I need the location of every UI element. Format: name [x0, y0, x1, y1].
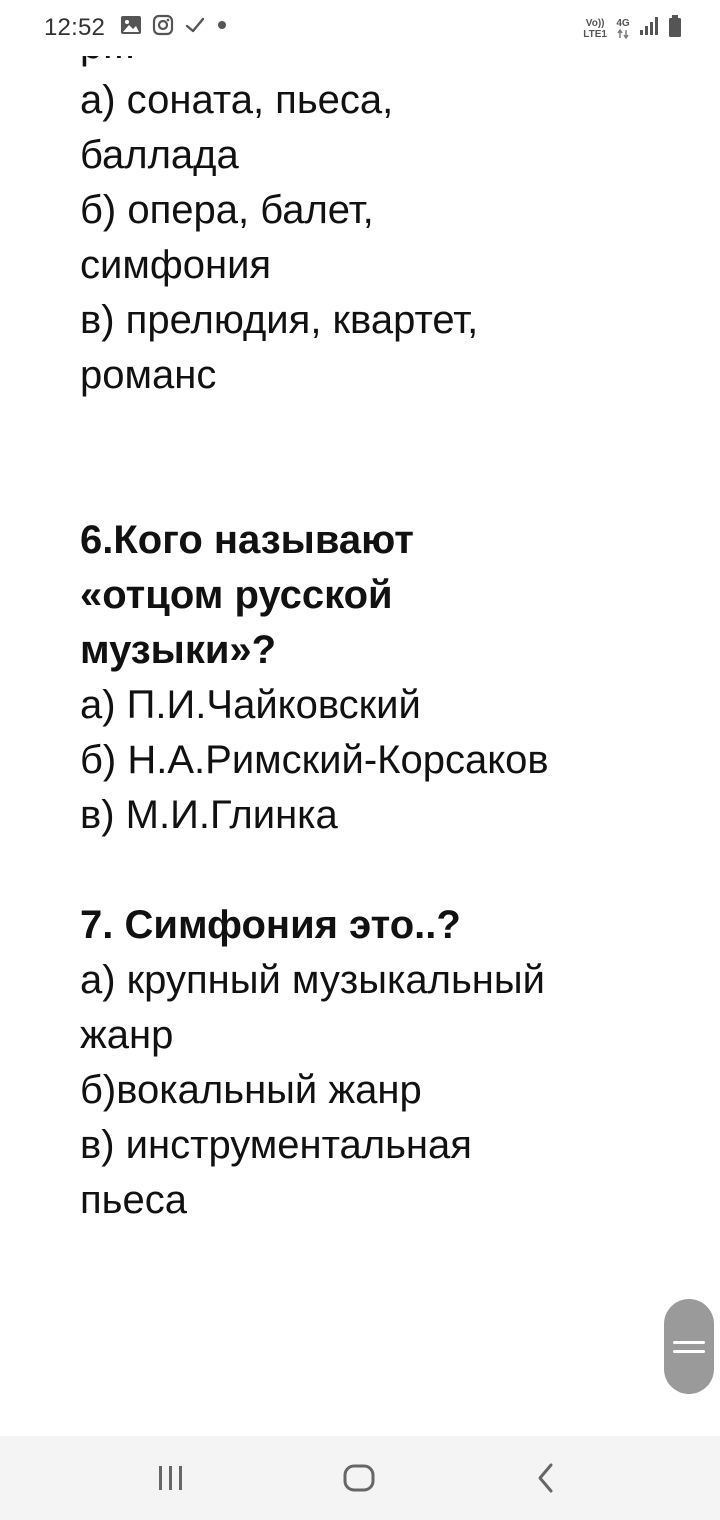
q5-option-line: романс [80, 353, 217, 397]
q7-option-line: в) инструментальная [80, 1123, 472, 1167]
q6-option-line: б) Н.А.Римский-Корсаков [80, 738, 549, 782]
q7-option-line: б)вокальный жанр [80, 1068, 422, 1112]
instagram-icon [152, 14, 174, 36]
fast-scroll-handle[interactable] [664, 1299, 714, 1394]
question-7 [80, 898, 680, 1228]
q5-option-line: а) соната, пьеса, [80, 78, 394, 122]
q5-option-line: в) прелюдия, квартет, [80, 298, 479, 342]
home-button[interactable] [329, 1454, 389, 1502]
volte-indicator [583, 18, 607, 40]
home-icon [342, 1463, 376, 1493]
q7-option-line: а) крупный музыкальный [80, 958, 545, 1002]
system-status-icons [583, 14, 682, 43]
check-icon [184, 14, 206, 36]
q5-option-line: б) опера, балет, [80, 188, 374, 232]
recent-apps-button[interactable] [141, 1454, 201, 1502]
q7-option-line: пьеса [80, 1178, 187, 1222]
drag-handle-icon [672, 1337, 706, 1357]
lte-label: LTE1 [583, 28, 607, 40]
q6-question-line: 6.Кого называют [80, 518, 414, 562]
q7-option-line: жанр [80, 1013, 174, 1057]
document-content [80, 18, 680, 1228]
status-bar [0, 0, 720, 56]
image-icon [120, 14, 142, 36]
q7-question: 7. Симфония это..? [80, 903, 461, 947]
status-time: 12:52 [44, 14, 106, 41]
question-5-options [80, 73, 680, 403]
spacer [80, 403, 680, 513]
data-arrows-icon [616, 29, 630, 39]
q6-option-line: а) П.И.Чайковский [80, 683, 421, 727]
question-6 [80, 513, 680, 843]
battery-icon [668, 14, 682, 43]
q6-question-line: музыки»? [80, 628, 277, 672]
dot-icon [216, 14, 228, 36]
navigation-bar [0, 1436, 720, 1520]
network-type-indicator [616, 18, 630, 39]
q5-option-line: симфония [80, 243, 272, 287]
volte-label: Vo)) [585, 17, 605, 29]
back-button[interactable] [516, 1454, 576, 1502]
recent-apps-icon [156, 1464, 186, 1492]
network-type-label: 4G [616, 18, 630, 29]
notification-icons [120, 14, 228, 36]
back-icon [535, 1462, 557, 1494]
q6-option-line: в) М.И.Глинка [80, 793, 338, 837]
q5-option-line: баллада [80, 133, 239, 177]
spacer [80, 843, 680, 898]
q6-question-line: «отцом русской [80, 573, 393, 617]
signal-icon [639, 15, 659, 42]
